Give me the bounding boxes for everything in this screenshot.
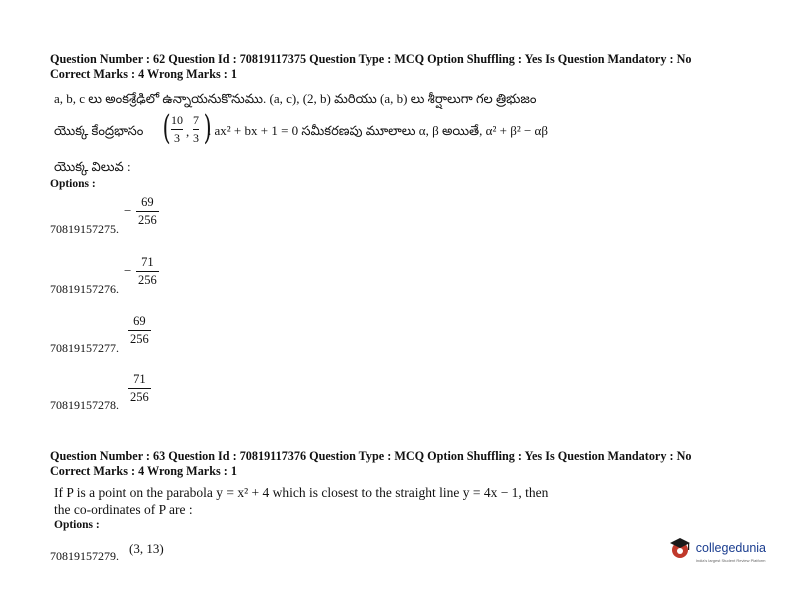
comma: ,: [186, 124, 190, 139]
q62-text-line3: యొక్క విలువ :: [54, 159, 131, 174]
frac2-den: 3: [193, 131, 199, 145]
left-paren: (: [162, 108, 171, 148]
q62-text-line1: a, b, c లు అంకశ్రేఢిలో ఉన్నాయనుకొనుము. (a, c), (2, b) మరియు (a, b) లు శీర్షాలుగా గల త్రిభుజం: [54, 91, 537, 106]
option3-id: 70819157277.: [50, 341, 119, 355]
option4-den: 256: [130, 390, 149, 404]
q63-header-line1: Question Number : 63 Question Id : 70819117376 Question Type : MCQ Option Shuffling : Yes Is Question Mandatory : No: [50, 449, 692, 463]
option3-fraction[interactable]: [128, 314, 151, 347]
frac1-den: 3: [174, 131, 180, 145]
option2-sign: −: [124, 263, 132, 278]
frac1-num: 10: [171, 113, 183, 127]
q63-option1-id: 70819157279.: [50, 549, 119, 563]
option1-den: 256: [138, 213, 157, 227]
option2-den: 256: [138, 273, 157, 287]
q63-option1-value[interactable]: (3, 13): [129, 541, 164, 556]
q63-text-line1: If P is a point on the parabola y = x² + 4 which is closest to the straight line y = 4x − 1, then: [54, 485, 549, 500]
option1-sign: −: [124, 203, 132, 218]
q63-text-line2: the co-ordinates of P are :: [54, 502, 193, 517]
option2-id: 70819157276.: [50, 282, 119, 296]
logo-tagline: India's largest Student Review Platform: [695, 558, 766, 563]
q62-header-line2: Correct Marks : 4 Wrong Marks : 1: [50, 67, 237, 81]
frac2-num: 7: [193, 113, 199, 127]
option4-num: 71: [133, 372, 146, 386]
centroid-y-fraction: [193, 113, 199, 146]
option3-num: 69: [133, 314, 146, 328]
logo-name: collegedunia: [695, 541, 766, 555]
option2-fraction[interactable]: [136, 255, 159, 288]
q62-header-line1: Question Number : 62 Question Id : 70819117375 Question Type : MCQ Option Shuffling : Yes Is Question Mandatory : No: [50, 52, 692, 66]
graduation-cap-icon: [668, 537, 692, 559]
option1-num: 69: [141, 195, 154, 209]
option3-den: 256: [130, 332, 149, 346]
q63-options-label: Options :: [54, 519, 100, 531]
q62-text-line2b: . ax² + bx + 1 = 0 సమీకరణపు మూలాలు α, β అయితే, α² + β² − αβ: [208, 123, 548, 138]
frac1-bar: [171, 129, 183, 130]
q62-text-line2a: యొక్క కేంద్రభాసం: [54, 123, 144, 138]
q62-options-label: Options :: [50, 178, 96, 190]
right-paren: ): [203, 108, 212, 148]
frac2-bar: [193, 129, 199, 130]
option4-fraction[interactable]: [128, 372, 151, 405]
collegedunia-logo: [668, 537, 766, 563]
option1-fraction[interactable]: [136, 195, 159, 228]
q63-header-line2: Correct Marks : 4 Wrong Marks : 1: [50, 464, 237, 478]
option4-id: 70819157278.: [50, 398, 119, 412]
option1-id: 70819157275.: [50, 222, 119, 236]
option2-num: 71: [141, 255, 154, 269]
centroid-x-fraction: [171, 113, 183, 146]
